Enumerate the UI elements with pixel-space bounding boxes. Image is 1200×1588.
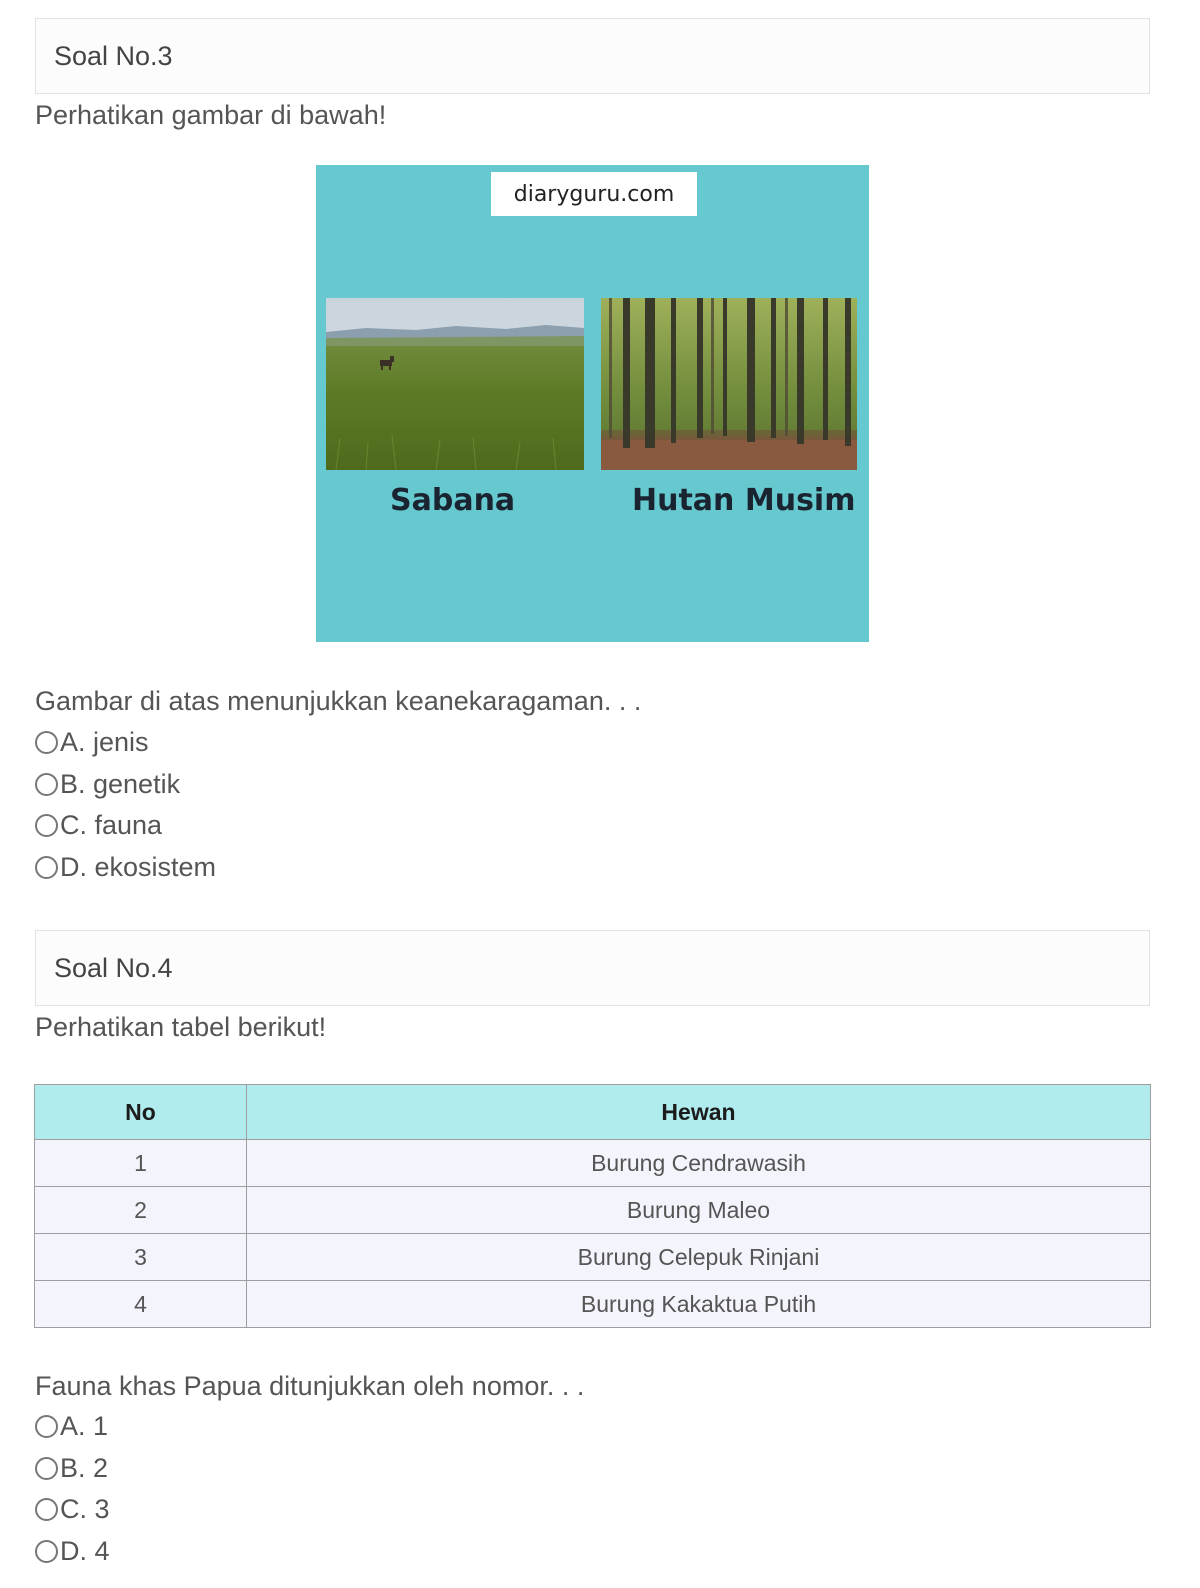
option-a[interactable] bbox=[35, 1406, 110, 1448]
option-d[interactable] bbox=[35, 847, 216, 889]
option-a[interactable] bbox=[35, 722, 216, 764]
option-b[interactable] bbox=[35, 764, 216, 806]
radio-icon[interactable] bbox=[35, 1457, 58, 1480]
watermark-label: diaryguru.com bbox=[491, 172, 697, 216]
cell-no: 3 bbox=[35, 1234, 247, 1281]
table-header-row bbox=[35, 1085, 1151, 1140]
table-row bbox=[35, 1187, 1151, 1234]
sabana-caption: Sabana bbox=[390, 483, 516, 518]
soal-3-options bbox=[35, 722, 216, 888]
radio-icon[interactable] bbox=[35, 731, 58, 754]
radio-icon[interactable] bbox=[35, 856, 58, 879]
soal-4-question: Fauna khas Papua ditunjukkan oleh nomor. . . bbox=[35, 1371, 585, 1401]
soal-4-options bbox=[35, 1406, 110, 1572]
header-no: No bbox=[35, 1085, 247, 1140]
cell-hewan: Burung Cendrawasih bbox=[247, 1140, 1151, 1187]
soal-4-instruction: Perhatikan tabel berikut! bbox=[35, 1012, 327, 1042]
cell-no: 4 bbox=[35, 1281, 247, 1328]
option-label: A. 1 bbox=[60, 1411, 109, 1442]
option-label: D. ekosistem bbox=[60, 851, 217, 882]
soal-4-header bbox=[35, 930, 1150, 1006]
cell-no: 2 bbox=[35, 1187, 247, 1234]
cell-hewan: Burung Kakaktua Putih bbox=[247, 1281, 1151, 1328]
option-label: B. 2 bbox=[60, 1452, 109, 1483]
table-row bbox=[35, 1140, 1151, 1187]
cell-hewan: Burung Maleo bbox=[247, 1187, 1151, 1234]
option-c[interactable] bbox=[35, 805, 216, 847]
option-label: D. 4 bbox=[60, 1535, 110, 1566]
option-label: A. jenis bbox=[60, 727, 149, 758]
sabana-photo bbox=[326, 298, 584, 470]
soal-3-title: Soal No.3 bbox=[54, 40, 173, 71]
soal-3-question: Gambar di atas menunjukkan keanekaragaman. . . bbox=[35, 686, 642, 716]
option-c[interactable] bbox=[35, 1489, 110, 1531]
option-label: B. genetik bbox=[60, 768, 181, 799]
ecosystem-figure bbox=[316, 165, 869, 642]
soal-3-instruction: Perhatikan gambar di bawah! bbox=[35, 100, 387, 130]
option-label: C. 3 bbox=[60, 1494, 110, 1525]
cell-hewan: Burung Celepuk Rinjani bbox=[247, 1234, 1151, 1281]
soal-4-title: Soal No.4 bbox=[54, 952, 173, 983]
radio-icon[interactable] bbox=[35, 773, 58, 796]
radio-icon[interactable] bbox=[35, 814, 58, 837]
option-label: C. fauna bbox=[60, 810, 163, 841]
hutan-musim-photo bbox=[601, 298, 857, 470]
header-hewan: Hewan bbox=[247, 1085, 1151, 1140]
radio-icon[interactable] bbox=[35, 1540, 58, 1563]
option-d[interactable] bbox=[35, 1531, 110, 1573]
radio-icon[interactable] bbox=[35, 1415, 58, 1438]
radio-icon[interactable] bbox=[35, 1498, 58, 1521]
option-b[interactable] bbox=[35, 1448, 110, 1490]
table-row bbox=[35, 1281, 1151, 1328]
hutan-musim-caption: Hutan Musim bbox=[632, 483, 856, 518]
animal-table bbox=[34, 1084, 1151, 1328]
cell-no: 1 bbox=[35, 1140, 247, 1187]
table-row bbox=[35, 1234, 1151, 1281]
soal-3-header bbox=[35, 18, 1150, 94]
